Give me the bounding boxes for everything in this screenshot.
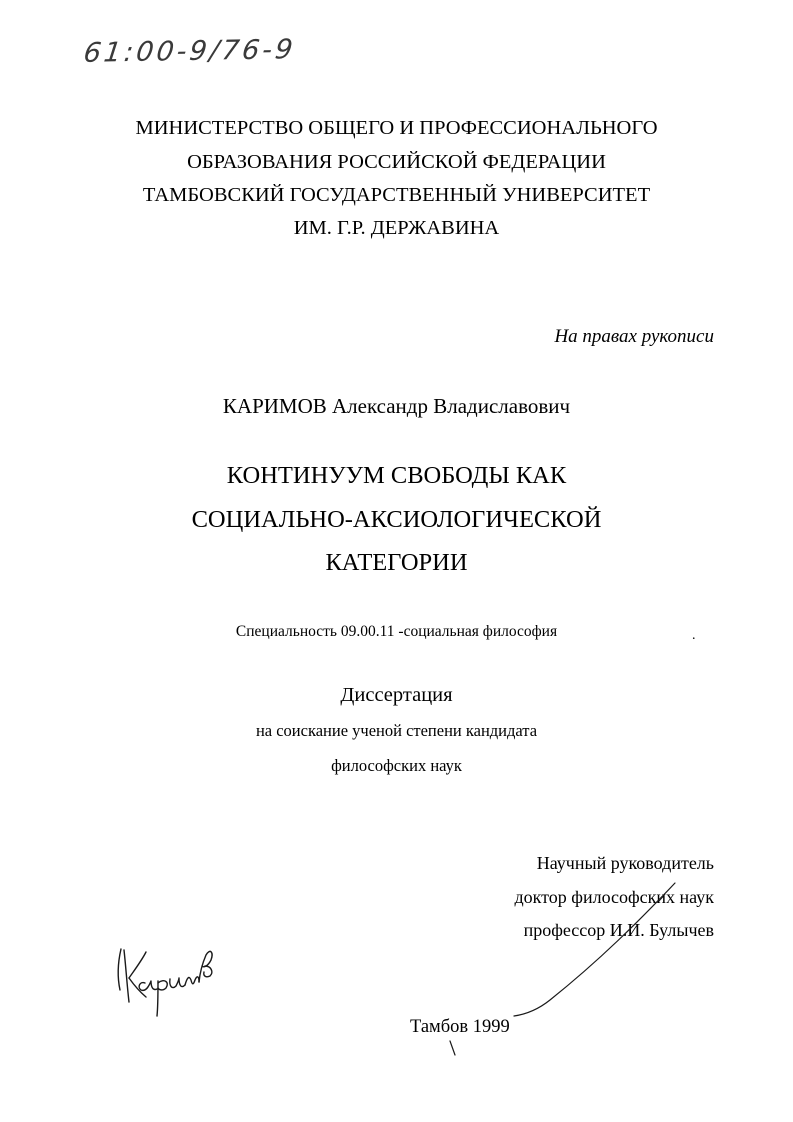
dissertation-title-line-2: СОЦИАЛЬНО-АКСИОЛОГИЧЕСКОЙ — [191, 506, 602, 533]
ministry-header-line-1: МИНИСТЕРСТВО ОБЩЕГО И ПРОФЕССИОНАЛЬНОГО — [135, 117, 658, 139]
author-name: КАРИМОВ Александр Владиславович — [222, 394, 571, 418]
supervisor-degree: доктор философских наук — [514, 887, 714, 907]
scan-speck: . — [692, 628, 696, 643]
supervisor-name: профессор И.И. Булычев — [523, 920, 714, 940]
university-name-suffix: ИМ. Г.Р. ДЕРЖАВИНА — [293, 217, 500, 239]
handwritten-signature — [118, 949, 212, 1016]
archive-code-handwritten: 61:00-9/76-9 — [81, 34, 298, 69]
document-type: Диссертация — [340, 684, 453, 706]
manuscript-rights-note: На правах рукописи — [554, 326, 714, 347]
pen-stroke-tick — [450, 1041, 455, 1055]
city-year: Тамбов 1999 — [410, 1017, 510, 1037]
degree-line-1: на соискание ученой степени кандидата — [255, 721, 538, 740]
dissertation-title-line-3: КАТЕГОРИИ — [325, 549, 468, 576]
ministry-header-line-2: ОБРАЗОВАНИЯ РОССИЙСКОЙ ФЕДЕРАЦИИ — [187, 151, 606, 173]
supervisor-role: Научный руководитель — [536, 853, 714, 873]
degree-line-2: философских наук — [331, 756, 462, 775]
university-name: ТАМБОВСКИЙ ГОСУДАРСТВЕННЫЙ УНИВЕРСИТЕТ — [142, 184, 651, 206]
specialty-line: Специальность 09.00.11 -социальная философия — [235, 623, 558, 640]
dissertation-title-line-1: КОНТИНУУМ СВОБОДЫ КАК — [226, 462, 567, 489]
